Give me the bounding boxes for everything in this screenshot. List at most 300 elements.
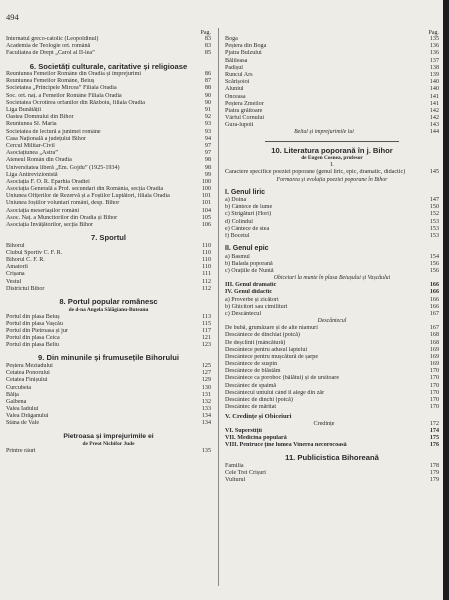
toc-entry-page: 98 (204, 164, 211, 171)
toc-entry (225, 470, 439, 477)
toc-entry (225, 397, 439, 404)
toc-entry (6, 43, 211, 50)
gen-dramatic-row (225, 282, 439, 289)
section-vii-row (225, 435, 439, 442)
toc-entry (6, 257, 211, 264)
toc-entry (225, 72, 439, 79)
toc-entry-page: 170 (429, 368, 439, 375)
toc-entry-page: 137 (429, 57, 439, 64)
toc-entry (6, 399, 211, 406)
toc-entry-title: Oastea Domnului din Bihor (6, 114, 74, 121)
toc-entry-title: c) Orațiile de Nuntă (225, 268, 274, 275)
left-column (6, 30, 211, 455)
toc-entry (225, 94, 439, 101)
toc-entry (6, 413, 211, 420)
toc-entry-page: 130 (201, 384, 211, 391)
toc-entry-page: 86 (204, 71, 211, 78)
toc-entry-page: 97 (204, 142, 211, 149)
toc-entry-title: Galbena (6, 398, 27, 405)
gen-didactic-page: 166 (429, 289, 439, 296)
toc-entry-title: Reuniunea Femeilor Române, Beiuș (6, 78, 95, 85)
toc-entry-title: Liga Antirevizionistă (6, 171, 58, 178)
toc-entry-page: 168 (429, 339, 439, 346)
toc-entry (225, 332, 439, 339)
toc-entry (225, 204, 439, 211)
toc-entry (6, 193, 211, 200)
section-7-title: 7. Sportul (90, 233, 127, 243)
toc-entry (225, 115, 439, 122)
toc-entry (225, 347, 439, 354)
toc-entry-page: 139 (429, 71, 439, 78)
toc-entry-page: 170 (429, 397, 439, 404)
intro-list (225, 169, 439, 176)
toc-entry (6, 186, 211, 193)
toc-entry-page: 170 (429, 389, 439, 396)
toc-entry-title: Asoc. Naț. a Muncitorilor din Oradia și Bihor (6, 214, 118, 221)
toc-entry-page: 127 (201, 370, 211, 377)
toc-entry (225, 304, 439, 311)
toc-entry-title: De bubă, grumăzare și de alte niamuri (225, 325, 318, 332)
toc-entry (6, 157, 211, 164)
toc-entry-page: 167 (429, 310, 439, 317)
toc-entry-title: Asociația meseriașilor români (6, 207, 80, 214)
toc-entry-page: 101 (201, 200, 211, 207)
toc-entry-page: 100 (201, 178, 211, 185)
toc-entry (225, 43, 439, 50)
section-vi-page: 174 (429, 427, 439, 434)
toc-entry-title: Bihorul C. F. R. (6, 257, 45, 264)
toc-entry (6, 250, 211, 257)
toc-entry-page: 106 (201, 222, 211, 228)
toc-entry-title: Asociația Generală a Prof. secundari din România, secția Oradia (6, 186, 164, 193)
toc-entry (6, 392, 211, 399)
toc-entry-page: 87 (204, 78, 211, 85)
toc-entry-page: 170 (429, 375, 439, 382)
toc-entry-title: Vârful Cornului (225, 115, 265, 122)
section-6-list (6, 71, 211, 229)
toc-entry-title: Clubul Sportiv C. F. R. (6, 249, 63, 256)
toc-entry-page: 156 (429, 268, 439, 275)
toc-entry-page: 153 (429, 225, 439, 232)
toc-entry-page: 129 (201, 377, 211, 384)
toc-entry-title: Cele Trei Crișuri (225, 470, 266, 477)
toc-entry (225, 463, 439, 470)
toc-entry (225, 254, 439, 261)
toc-entry-title: Societatea de lectură a junimei române (6, 128, 101, 135)
toc-entry (225, 219, 439, 226)
toc-entry-page: 85 (204, 50, 211, 57)
toc-entry-title: b) Cântece de lume (225, 204, 273, 211)
toc-entry (225, 36, 439, 43)
toc-entry (6, 100, 211, 107)
liric-list (225, 197, 439, 240)
toc-entry-title: Peștera din Boga (225, 43, 267, 50)
toc-entry-page: 153 (429, 232, 439, 239)
toc-entry-title: Bihorul (6, 242, 25, 249)
toc-entry (6, 406, 211, 413)
toc-entry-page: 156 (429, 260, 439, 267)
toc-entry (6, 78, 211, 85)
toc-entry (6, 243, 211, 250)
section-viii-label: VIII. Pentruce ține lumea Vinerea necorocoasă (225, 442, 347, 449)
toc-entry-title: a) Proverbe și zicători (225, 296, 279, 303)
toc-entry (225, 354, 439, 361)
credinte-label: Credințe (313, 420, 335, 427)
toc-entry-page: 93 (204, 128, 211, 135)
toc-entry (6, 136, 211, 143)
toc-entry-page: 100 (201, 186, 211, 193)
toc-entry-page: 93 (204, 121, 211, 128)
section-11-title: 11. Publicistica Bihoreană (285, 453, 379, 463)
toc-entry (6, 222, 211, 229)
toc-entry-title: Uniunea foștilor voluntari români, desp. Bihor (6, 200, 120, 207)
toc-entry-page: 132 (201, 398, 211, 405)
toc-entry-page: 150 (429, 204, 439, 211)
toc-entry-title: Familia (225, 462, 244, 469)
toc-entry-title: Universitatea liberă „Em. Gojdu” (1925-1934) (6, 164, 120, 171)
toc-entry-page: 125 (201, 362, 211, 369)
toc-entry-page: 113 (202, 313, 211, 320)
toc-entry (6, 363, 211, 370)
toc-entry-page: 134 (201, 420, 211, 427)
toc-entry (6, 114, 211, 121)
toc-entry-page: 140 (429, 79, 439, 86)
toc-entry-page: 140 (429, 86, 439, 93)
section-7-list (6, 243, 211, 293)
toc-entry-title: Descântece de dinchiat (potcă) (225, 332, 300, 339)
toc-entry-page: 141 (429, 93, 439, 100)
toc-entry (6, 36, 211, 43)
toc-entry (6, 342, 211, 349)
section-viii-row (225, 442, 439, 449)
toc-entry-page: 115 (202, 320, 211, 327)
toc-entry-title: Descântece pentru adusul laptelui (225, 346, 308, 353)
toc-entry-title: Reuniunea Femeilor Române din Oradia și împrejurimi (6, 71, 142, 78)
toc-entry (6, 264, 211, 271)
toc-entry-page: 94 (204, 135, 211, 142)
toc-entry (6, 172, 211, 179)
toc-entry-title: Portul din plasa Beiuș (6, 313, 60, 320)
toc-entry-title: Uniunea Ofițerilor de Rezervă și a Foștilor Luptători, filiala Oradia (6, 193, 170, 200)
toc-entry (225, 122, 439, 129)
section-vii-label: VII. Medicina populară (225, 434, 287, 441)
toc-entry-page: 178 (429, 462, 439, 469)
toc-entry (6, 335, 211, 342)
toc-entry-title: Portul din plasa Ceica (6, 335, 60, 342)
toc-entry-page: 101 (201, 193, 211, 200)
toc-entry (6, 121, 211, 128)
gen-didactic-row (225, 289, 439, 296)
descantec-list (225, 325, 439, 411)
toc-entry-page: 170 (429, 382, 439, 389)
toc-entry-page: 110 (202, 242, 211, 249)
section-10-title: 10. Literatura poporană în j. Bihor (271, 145, 393, 155)
toc-entry-title: Descântecul untului când îl alege din zăr (225, 389, 325, 396)
toc-entry-title: Amatorii (6, 264, 29, 271)
toc-entry-title: Descântece pentru mușcătură de șarpe (225, 353, 319, 360)
toc-entry (225, 340, 439, 347)
section-6-title: 6. Societăți culturale, caritative și religioase (29, 61, 188, 71)
gen-dramatic-label: III. Genul dramatic (225, 282, 277, 289)
toc-entry (225, 311, 439, 318)
toc-entry-page: 92 (204, 114, 211, 121)
toc-entry-page: 121 (201, 335, 211, 342)
toc-entry (225, 65, 439, 72)
toc-entry-title: Portul din Pietroasa și jur (6, 327, 68, 334)
toc-entry (225, 101, 439, 108)
toc-entry-page: 166 (429, 296, 439, 303)
left-top-list (6, 36, 211, 58)
toc-entry-title: a) Basmul (225, 253, 250, 260)
descantecul-heading: Descântecul (317, 318, 347, 325)
toc-entry-title: Cercul Militar-Civil (6, 142, 55, 149)
toc-entry (225, 211, 439, 218)
toc-entry-title: Valea Iadului (6, 406, 39, 413)
toc-entry (6, 328, 211, 335)
toc-entry-page: 135 (201, 448, 211, 455)
page-number: 494 (6, 12, 19, 22)
section-11-list (225, 463, 439, 485)
toc-entry-page: 123 (201, 342, 211, 349)
section-9b-title: Pietroasa și împrejurimile ei (63, 432, 154, 440)
toc-entry-page: 136 (429, 43, 439, 50)
toc-entry-page: 152 (429, 211, 439, 218)
toc-entry-title: Descântece ca poroboc (bălătui) și de ursitoare (225, 375, 340, 382)
toc-entry-page: 133 (201, 406, 211, 413)
toc-entry (225, 169, 439, 176)
didactic-list (225, 297, 439, 319)
toc-entry-title: Stâna de Vale (6, 420, 40, 427)
toc-entry (6, 208, 211, 215)
toc-entry-title: Caractere specifice poeziei poporane (genul liric, epic, dramatic, didactic) (225, 169, 406, 176)
toc-entry-page: 147 (429, 197, 439, 204)
toc-entry-page: 83 (204, 43, 211, 50)
toc-entry-page: 167 (429, 325, 439, 332)
toc-entry (225, 375, 439, 382)
toc-entry (225, 361, 439, 368)
toc-entry-title: b) Ghicitori sau cimilituri (225, 303, 288, 310)
toc-entry (6, 377, 211, 384)
toc-entry-title: Aluniul (225, 86, 244, 93)
toc-entry (6, 165, 211, 172)
toc-entry (6, 385, 211, 392)
toc-entry (6, 321, 211, 328)
top-note-page: 144 (429, 129, 439, 136)
toc-entry (225, 368, 439, 375)
toc-entry (6, 71, 211, 78)
toc-entry (225, 226, 439, 233)
toc-entry (225, 79, 439, 86)
toc-entry-page: 154 (429, 253, 439, 260)
toc-entry (6, 286, 211, 293)
toc-entry-title: Descântece de suspin (225, 361, 278, 368)
toc-entry-title: Portul din plasa Vașcău (6, 320, 63, 327)
toc-entry-title: Asociațiunea „Astra” (6, 150, 58, 157)
toc-entry (6, 314, 211, 321)
gen-liric-heading: I. Genul liric (225, 188, 266, 196)
toc-entry-title: e) Cântece de stea (225, 225, 270, 232)
toc-entry-page: 134 (201, 413, 211, 420)
toc-entry-page: 97 (204, 150, 211, 157)
toc-entry-title: Printre râuri (6, 448, 36, 455)
right-top-list (225, 36, 439, 129)
toc-entry (225, 325, 439, 332)
toc-entry (6, 129, 211, 136)
toc-entry (6, 50, 211, 57)
toc-entry (6, 279, 211, 286)
toc-entry-title: Curcubeta (6, 384, 32, 391)
toc-entry-title: Districtul Bihor (6, 285, 45, 292)
top-note: Beliul și împrejurimile lui (294, 129, 354, 136)
toc-entry-page: 142 (429, 107, 439, 114)
gen-dramatic-page: 166 (429, 282, 439, 289)
section-8-author: de d-na Angela Sălăgianu-Buteanu (68, 306, 149, 313)
toc-entry-title: Descântec de spaimă (225, 382, 277, 389)
toc-entry-title: d) Colindul (225, 218, 253, 225)
toc-entry (225, 268, 439, 275)
toc-entry-title: Valea Drăganului (6, 413, 49, 420)
toc-entry-title: Descântec de dinchi (potcă) (225, 397, 293, 404)
toc-entry-title: Pjatra Bulzului (225, 50, 262, 57)
section-8-list (6, 314, 211, 350)
section-vi-label: VI. Superstiții (225, 427, 262, 434)
toc-entry-title: Reuniunea Sf. Maria (6, 121, 57, 128)
toc-entry-title: Asociația Învățătorilor, secția Bihor (6, 222, 94, 228)
toc-entry-title: Scărișoioi (225, 79, 250, 86)
toc-entry-page: 153 (429, 218, 439, 225)
toc-entry-page: 83 (204, 36, 211, 42)
toc-entry-title: Ateneul Român din Oradia (6, 157, 72, 164)
section-8-title: 8. Portul popular românesc (59, 297, 158, 306)
toc-entry (6, 85, 211, 92)
toc-entry-page: 141 (429, 100, 439, 107)
toc-entry (225, 404, 439, 411)
toc-entry-page: 110 (202, 249, 211, 256)
toc-entry-page: 88 (204, 85, 211, 92)
section-9-title: 9. Din minunile și frumusețile Bihorului (38, 353, 179, 363)
toc-entry (6, 448, 211, 455)
toc-entry (6, 271, 211, 278)
toc-entry (225, 108, 439, 115)
toc-entry-page: 110 (202, 257, 211, 264)
toc-entry-title: Bălileasa (225, 57, 248, 64)
toc-entry-page: 110 (202, 264, 211, 271)
formarea-heading: Formarea și evoluția poeziei poporane în Bihor (276, 176, 388, 183)
toc-entry (225, 477, 439, 484)
pag-label-right: Pag. (428, 30, 439, 36)
toc-entry-page: 105 (201, 214, 211, 221)
pag-label: Pag. (200, 30, 211, 36)
toc-entry-page: 170 (429, 404, 439, 411)
toc-entry-title: Academia de Teologie ort. română (6, 43, 91, 50)
toc-entry-page: 91 (204, 107, 211, 113)
toc-entry (6, 143, 211, 150)
gen-didactic-label: IV. Genul didactic (225, 289, 273, 296)
toc-entry-page: 104 (201, 207, 211, 214)
toc-entry-page: 117 (202, 327, 211, 334)
toc-entry-page: 98 (204, 157, 211, 164)
toc-entry-title: a) Doina (225, 197, 247, 204)
toc-entry-title: Soc. ort. naț. a Femeilor Române Filiala Oradia (6, 92, 122, 99)
section-9-list (6, 363, 211, 428)
section-vii-page: 175 (429, 434, 439, 441)
toc-entry-title: c) Descântecul (225, 310, 262, 317)
toc-entry (225, 197, 439, 204)
toc-entry (6, 370, 211, 377)
toc-entry-page: 136 (429, 50, 439, 57)
toc-entry-title: Peștera Meziadului (6, 362, 53, 369)
toc-entry-page: 169 (429, 346, 439, 353)
toc-entry-title: Gura-lupoii (225, 122, 254, 129)
toc-entry-page: 111 (202, 271, 211, 278)
toc-entry-page: 112 (202, 285, 211, 292)
toc-entry-page: 179 (429, 477, 439, 484)
section-viii-page: 176 (429, 442, 439, 449)
toc-entry (225, 297, 439, 304)
toc-entry (6, 200, 211, 207)
right-column (225, 30, 439, 484)
toc-entry-title: Casa Națională a județului Bihor (6, 135, 86, 142)
toc-entry (225, 50, 439, 57)
top-note-row (225, 129, 439, 136)
toc-entry (6, 420, 211, 427)
section-vi-row (225, 428, 439, 435)
toc-entry (6, 107, 211, 114)
toc-entry (225, 58, 439, 65)
toc-entry-title: Vestul (6, 278, 22, 285)
section-v-heading: V. Credințe și Obiceiuri (225, 413, 292, 421)
toc-entry-title: Bălța (6, 391, 19, 398)
toc-entry-title: f) Bocetul (225, 232, 250, 239)
toc-entry-page: 131 (201, 391, 211, 398)
toc-entry-title: Vulturul (225, 477, 246, 484)
toc-entry-title: Liga Bunătății (6, 107, 42, 113)
gen-epic-heading: II. Genul epic (225, 245, 269, 253)
toc-entry-title: Descântece de blăstăm (225, 368, 281, 375)
toc-entry-page: 90 (204, 99, 211, 106)
toc-entry-title: Peștera Zmeilor (225, 100, 264, 107)
toc-entry-title: Crișana (6, 271, 25, 278)
toc-entry (6, 93, 211, 100)
toc-entry (225, 261, 439, 268)
toc-entry-page: 166 (429, 303, 439, 310)
toc-entry-title: Facultatea de Drept „Carol al II-lea” (6, 50, 95, 57)
credinte-page: 172 (429, 420, 439, 427)
toc-entry-page: 135 (429, 36, 439, 42)
obiceiuri-heading: Obiceiuri la munte în plasa Beiușului și Vașcăului (273, 275, 391, 282)
toc-entry-page: 90 (204, 92, 211, 99)
toc-entry-title: Asociația F. O. R. Eparhia Oradiei (6, 178, 90, 185)
toc-entry-page: 169 (429, 353, 439, 360)
toc-entry-title: Societatea „Principele Mircea” Filiala Oradia (6, 85, 117, 92)
toc-entry-title: Internatul greco-catolic (Leopoldinul) (6, 36, 99, 42)
toc-entry-page: 169 (429, 361, 439, 368)
section-9b-author: de Preot Nichifor Jude (82, 441, 135, 448)
column-divider (218, 28, 219, 586)
toc-entry-page: 142 (429, 115, 439, 122)
toc-entry (225, 383, 439, 390)
toc-entry-page: 112 (202, 278, 211, 285)
toc-entry-page: 168 (429, 332, 439, 339)
divider-rule (265, 141, 399, 142)
toc-entry-title: De deșclinit (mâncătură) (225, 339, 286, 346)
toc-entry-title: c) Strigături (Hori) (225, 211, 272, 218)
toc-entry-title: b) Balada poporană (225, 260, 273, 267)
toc-entry (6, 215, 211, 222)
toc-entry-page: 99 (204, 171, 211, 178)
toc-entry-title: Societatea Ocrotirea orfanilor din Războiu, filiala Oradia (6, 99, 145, 106)
toc-entry-page: 179 (429, 470, 439, 477)
